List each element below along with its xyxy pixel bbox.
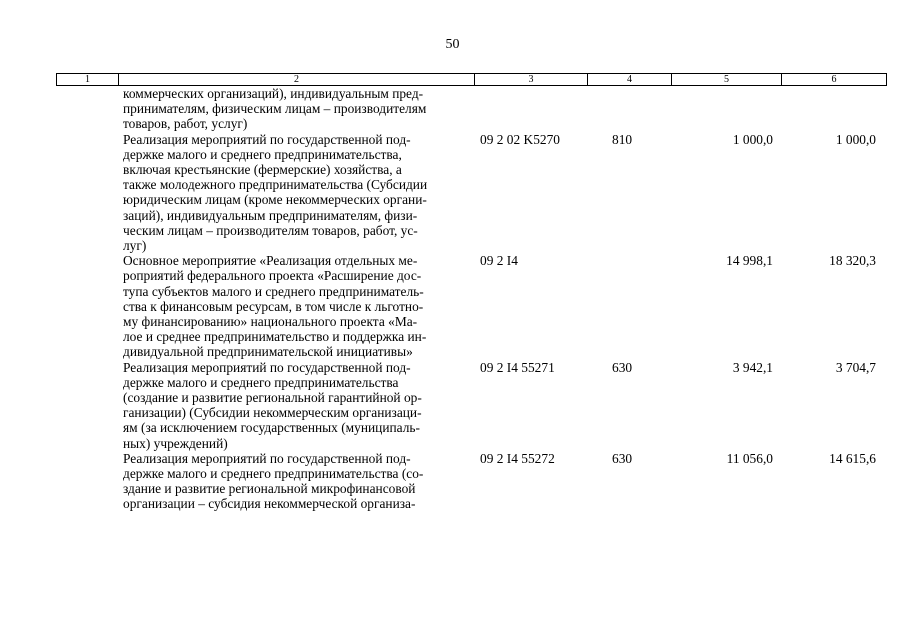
column-header-table xyxy=(56,73,887,86)
row-amount-col6: 3 704,7 xyxy=(835,359,876,375)
column-header-3: 3 xyxy=(475,74,588,86)
page-number: 50 xyxy=(445,37,460,52)
row-amount-col6: 18 320,3 xyxy=(829,253,876,269)
row-classification-code: 09 2 I4 55272 xyxy=(480,450,555,466)
row-amount-col5: 3 942,1 xyxy=(732,359,773,375)
row-description: Реализация мероприятий по государственной под- держке малого и среднего предпринимательства, включая крестьянские (фермерские) хозяйства, а также молодежного предпринимательства (Субсидии юридическим лицам (кроме некоммерческих органи- заций), индивидуальным предпринимателям, физи- ческим лицам – производителям товаров, работ, ус- луг) xyxy=(123,131,428,254)
column-header-row xyxy=(57,74,887,86)
table-row xyxy=(56,451,880,512)
row-expense-type: 810 xyxy=(612,131,633,147)
row-description: Основное мероприятие «Реализация отдельных ме- роприятий федерального проекта «Расширение дос- тупа субъектов малого и среднего предприниматель- ства к финансовым ресурсам, в том числе к льготно- му финансированию» национального проекта «Ма- лое и среднее предпринимательство и поддержка ин- дивидуальной предпринимательской инициативы» xyxy=(123,253,427,360)
row-classification-code: 09 2 I4 55271 xyxy=(480,359,555,375)
table-row xyxy=(56,253,880,359)
table-row xyxy=(56,360,880,451)
row-amount-col5: 11 056,0 xyxy=(726,450,773,466)
budget-table-body xyxy=(56,86,880,512)
row-amount-col6: 1 000,0 xyxy=(835,131,876,147)
row-amount-col6: 14 615,6 xyxy=(829,450,876,466)
column-header-6: 6 xyxy=(782,74,887,86)
table-row xyxy=(56,132,880,254)
column-header-1: 1 xyxy=(57,74,119,86)
row-expense-type: 630 xyxy=(612,450,633,466)
row-description: коммерческих организаций), индивидуальным пред- принимателям, физическим лицам – производителям товаров, работ, услуг) xyxy=(123,86,427,132)
column-header-5: 5 xyxy=(672,74,782,86)
table-row xyxy=(56,86,880,132)
column-header-4: 4 xyxy=(588,74,672,86)
row-classification-code: 09 2 02 K5270 xyxy=(480,131,560,147)
row-expense-type: 630 xyxy=(612,359,633,375)
row-classification-code: 09 2 I4 xyxy=(480,253,518,269)
row-description: Реализация мероприятий по государственной под- держке малого и среднего предпринимательства (со- здание и развитие региональной микрофинансовой организации – субсидия некоммерческой организа- xyxy=(123,450,424,512)
column-header-2: 2 xyxy=(119,74,475,86)
row-amount-col5: 14 998,1 xyxy=(726,253,773,269)
row-description: Реализация мероприятий по государственной под- держке малого и среднего предпринимательства (создание и развитие региональной гарантийной ор- ганизации) (Субсидии некоммерческим организаци- ям (за исключением государственных (муниципаль- ных) учреждений) xyxy=(123,359,422,451)
row-amount-col5: 1 000,0 xyxy=(732,131,773,147)
